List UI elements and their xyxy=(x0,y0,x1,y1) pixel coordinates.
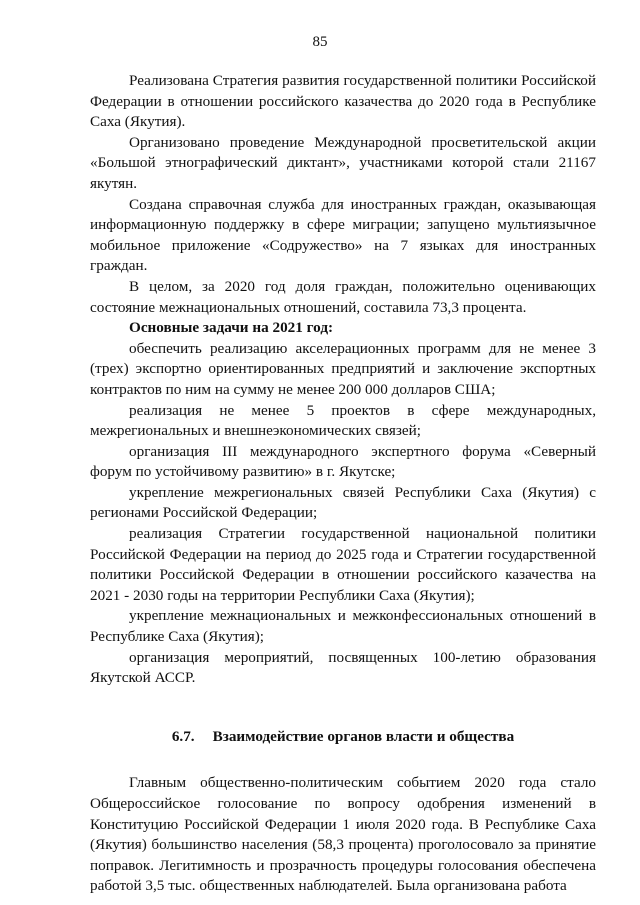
task-item: укрепление межрегиональных связей Республики Саха (Якутия) с регионами Российской Федерации; xyxy=(90,483,596,522)
paragraph-migration-service: Создана справочная служба для иностранных граждан, оказывающая информационную поддержку в сфере миграции; запущено мультиязычное мобильное приложение «Содружество» на 7 языках для иностранных граждан. xyxy=(90,195,596,275)
page-number: 85 xyxy=(312,34,328,50)
task-item: организация мероприятий, посвященных 100-летию образования Якутской АССР. xyxy=(90,648,596,687)
section-title: Взаимодействие органов власти и общества xyxy=(212,727,515,745)
paragraph-cossack-strategy: Реализована Стратегия развития государственной политики Российской Федерации в отношении российского казачества до 2020 года в Республике Саха (Якутия). xyxy=(90,72,596,131)
task-item: реализация Стратегии государственной национальной политики Российской Федерации на период до 2025 года и Стратегии государственной политики Российской Федерации в отношении российского казачества на 2021 - 2030 годы на территории Республики Саха (Якутия); xyxy=(90,525,596,604)
task-item: укрепление межнациональных и межконфессиональных отношений в Республике Саха (Якутия); xyxy=(90,607,596,646)
section-heading xyxy=(90,727,596,748)
paragraph-ethnographic-dictation: Организовано проведение Международной просветительской акции «Большой этнографический диктант», участниками которой стали 21167 якутян. xyxy=(90,133,596,192)
task-item: организация III международного экспертного форума «Северный форум по устойчивому развитию» в г. Якутске; xyxy=(90,442,596,481)
paragraph-all-russian-vote: Главным общественно-политическим событием 2020 года стало Общероссийское голосование по вопросу одобрения изменений в Конституцию Российской Федерации 1 июля 2020 года. В Республике Саха (Якутия) большинство населения (58,3 процента) проголосовало за принятие поправок. Легитимность и прозрачность процедуры голосования обеспечена работой 3,5 тыс. общественных наблюдателей. Была организована работа xyxy=(90,774,596,895)
paragraph-interethnic-relations: В целом, за 2020 год доля граждан, положительно оценивающих состояние межнациональных отношений, составила 73,3 процента. xyxy=(90,277,596,316)
task-item: обеспечить реализацию акселерационных программ для не менее 3 (трех) экспортно ориентированных предприятий и заключение экспортных контрактов по ним на сумму не менее 200 000 долларов США; xyxy=(90,339,596,398)
task-item: реализация не менее 5 проектов в сфере международных, межрегиональных и внешнеэкономических связей; xyxy=(90,401,596,440)
section-number: 6.7. xyxy=(171,727,195,745)
tasks-heading: Основные задачи на 2021 год: xyxy=(129,319,334,337)
document-body xyxy=(90,71,596,897)
